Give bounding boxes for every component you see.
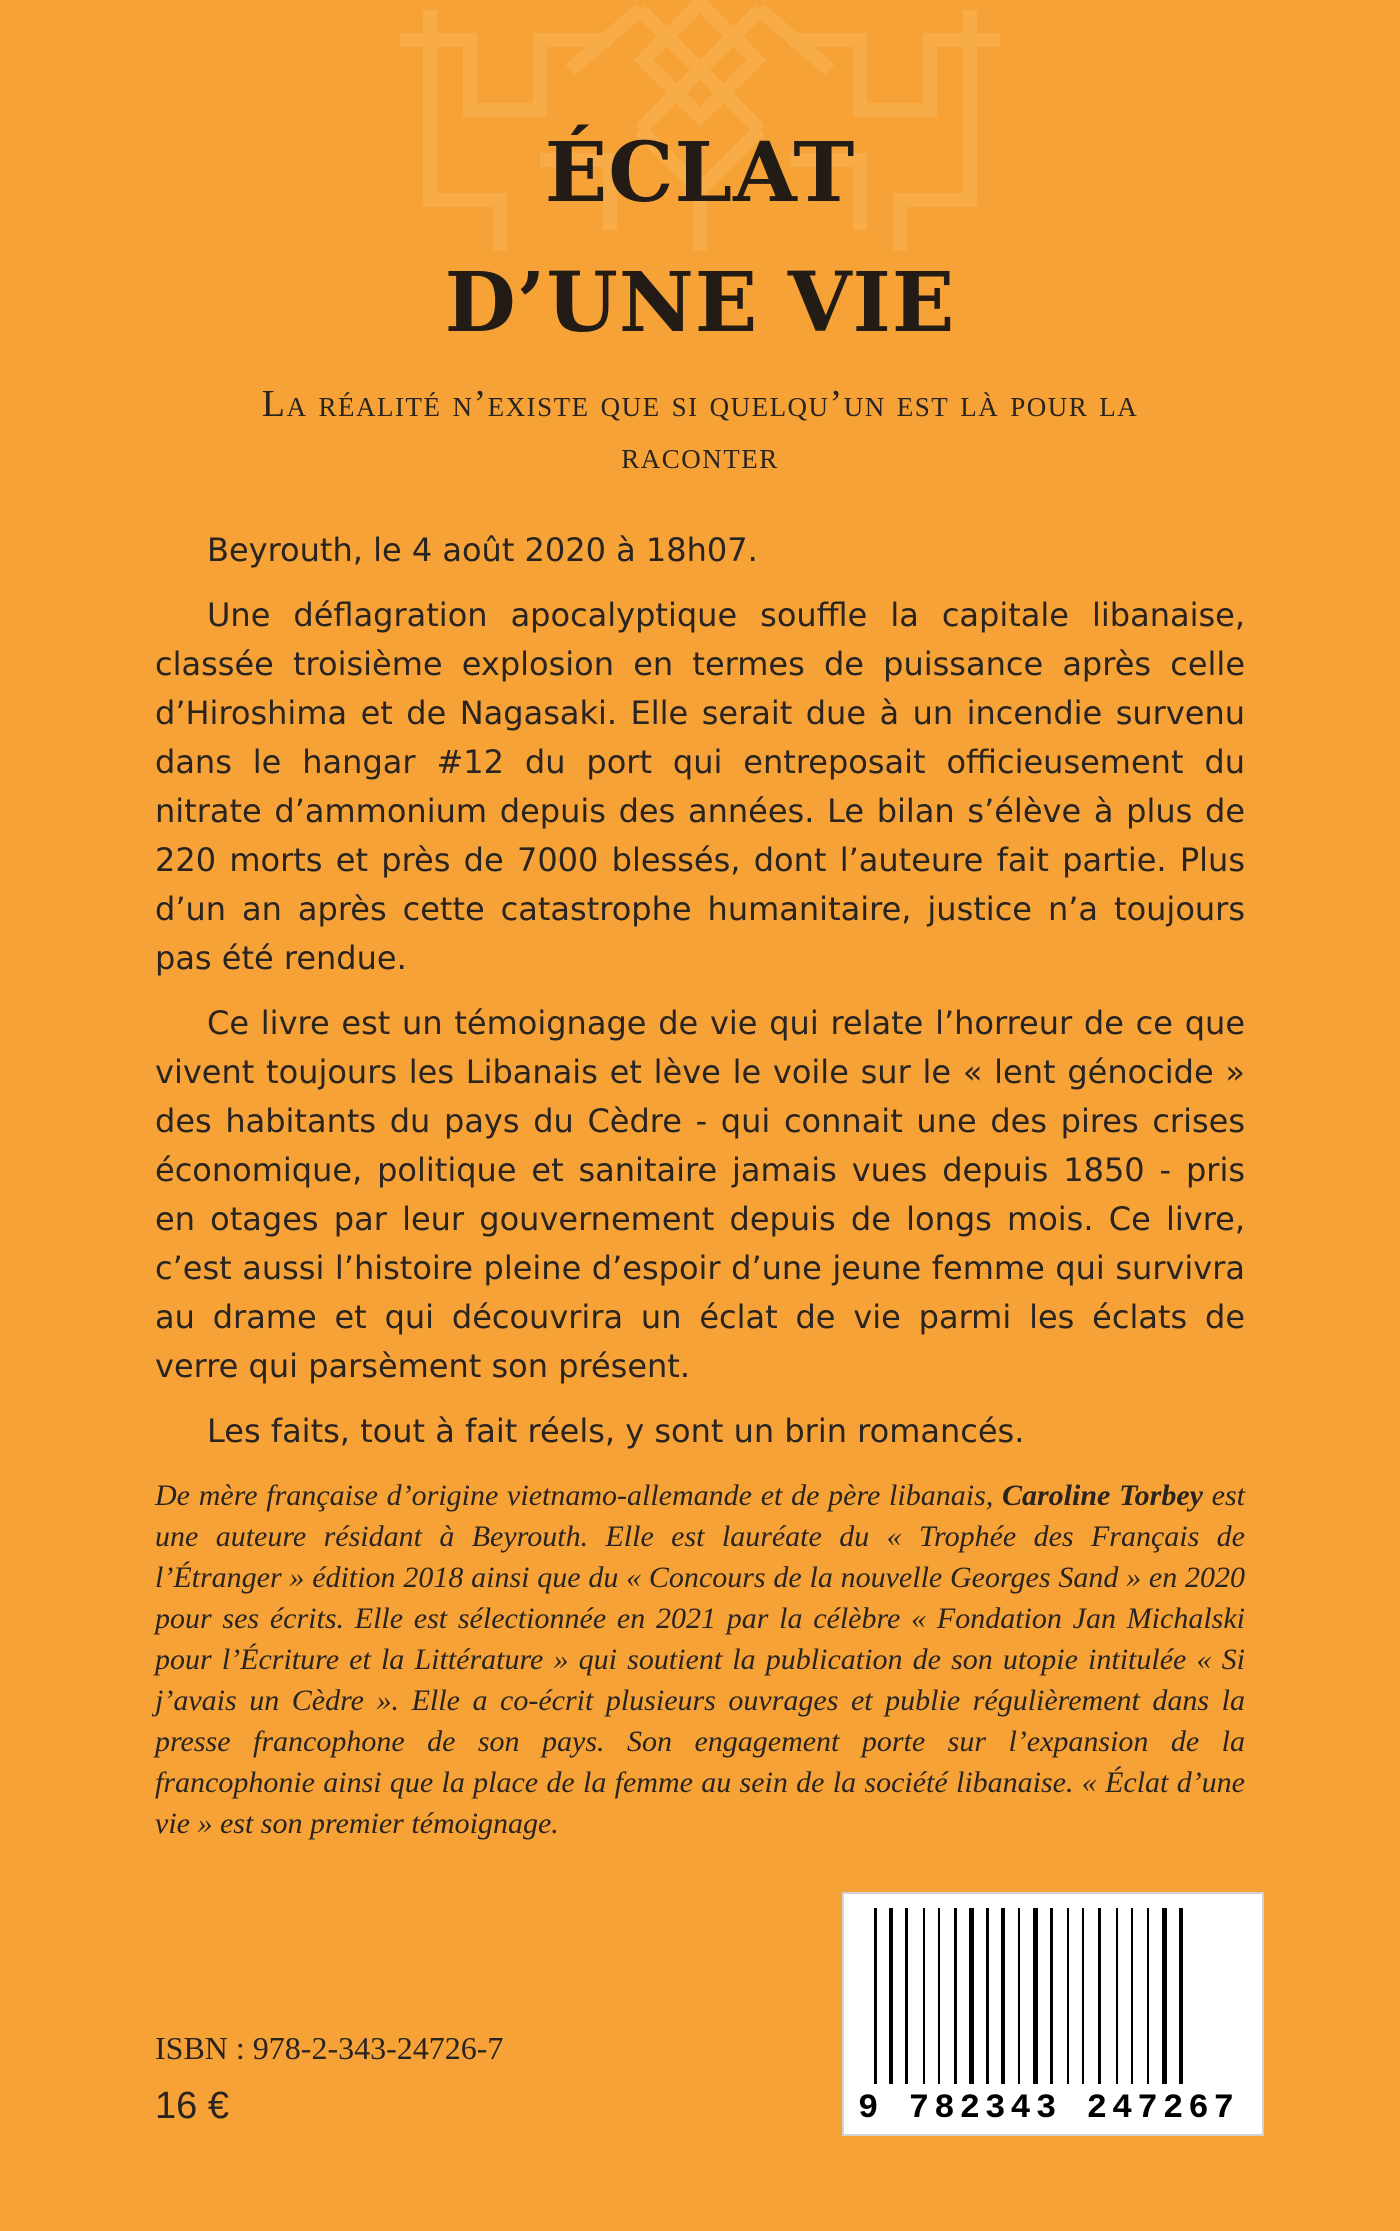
summary-paragraph: Une déflagration apocalyptique souffle la capitale libanaise, classée troisième explosion en termes de puissance après celle d’Hiroshima et de Nagasaki. Elle serait due à un incendie survenu dans le hangar #12 du port qui entreposait officieusement du nitrate d’ammonium depuis des années. Le bilan s’élève à plus de 220 morts et près de 7000 blessés, dont l’auteure fait partie. Plus d’un an après cette catastrophe humanitaire, justice n’a toujours pas été rendue.	[155, 596, 1245, 977]
barcode-bar	[1067, 1908, 1069, 2084]
barcode-bar	[1098, 1908, 1101, 2084]
summary-paragraph: Les faits, tout à fait réels, y sont un brin romancés.	[207, 1412, 1025, 1450]
summary-paragraph: Ce livre est un témoignage de vie qui relate l’horreur de ce que vivent toujours les Libanais et lève le voile sur le « lent génocide » des habitants du pays du Cèdre - qui connait une des pires crises économique, politique et sanitaire jamais vues depuis 1850 - pris en otages par leur gouvernement depuis de longs mois. Ce livre, c’est aussi l’histoire pleine d’espoir d’une jeune femme qui survivra au drame et qui découvrira un éclat de vie parmi les éclats de verre qui parsèment son présent.	[155, 1004, 1245, 1385]
barcode	[842, 1892, 1264, 2136]
barcode-bar	[1001, 1908, 1005, 2084]
summary-paragraph: Beyrouth, le 4 août 2020 à 18h07.	[207, 531, 758, 569]
barcode-bar	[1082, 1908, 1084, 2084]
barcode-digits: 9 782343 247267	[858, 2090, 1240, 2128]
isbn: ISBN : 978-2-343-24726-7	[155, 2030, 504, 2066]
barcode-bar	[889, 1908, 893, 2084]
barcode-bar	[969, 1908, 974, 2084]
barcode-bar	[938, 1908, 940, 2084]
barcode-bar	[1018, 1908, 1020, 2084]
barcode-bar	[923, 1908, 925, 2084]
barcode-bar	[905, 1908, 908, 2084]
book-title	[0, 108, 1400, 368]
title-line-1: ÉCLAT	[544, 125, 856, 221]
title-line-2: D’UNE VIE	[444, 255, 956, 351]
barcode-bar	[1033, 1908, 1038, 2084]
bio-intro: De mère française d’origine vietnamo-allemande et de père libanais,	[155, 1479, 1002, 1512]
barcode-bar	[1116, 1908, 1118, 2084]
barcode-bar	[1162, 1908, 1167, 2084]
bio-text: est une auteure résidant à Beyrouth. Elle est lauréate du « Trophée des Français de l’Étranger » édition 2018 ainsi que du « Concours de la nouvelle Georges Sand » en 2020 pour ses écrits. Elle est sélectionnée en 2021 par la célèbre « Fondation Jan Michalski pour l’Écriture et la Littérature » qui soutient la publication de son utopie intitulée « Si j’avais un Cèdre ». Elle a co-écrit plusieurs ouvrages et publie régulièrement dans la presse francophone de son pays. Son engagement porte sur l’expansion de la francophonie ainsi que la place de la femme au sein de la société libanaise. « Éclat d’une vie » est son premier témoignage.	[155, 1479, 1246, 1840]
barcode-bar	[1050, 1908, 1053, 2084]
barcode-bars	[844, 1894, 1266, 2094]
author-name: Caroline Torbey	[1001, 1479, 1203, 1512]
price: 16 €	[155, 2085, 229, 2127]
barcode-bar	[1147, 1908, 1149, 2084]
author-bio	[155, 1475, 1245, 1844]
barcode-bar	[1131, 1908, 1133, 2084]
summary	[155, 526, 1245, 1472]
barcode-bar	[1179, 1908, 1183, 2084]
barcode-bar	[874, 1908, 877, 2084]
barcode-bar	[954, 1908, 957, 2084]
subtitle: La réalité n’existe que si quelqu’un est là pour la raconter	[261, 383, 1139, 477]
barcode-bar	[986, 1908, 989, 2084]
